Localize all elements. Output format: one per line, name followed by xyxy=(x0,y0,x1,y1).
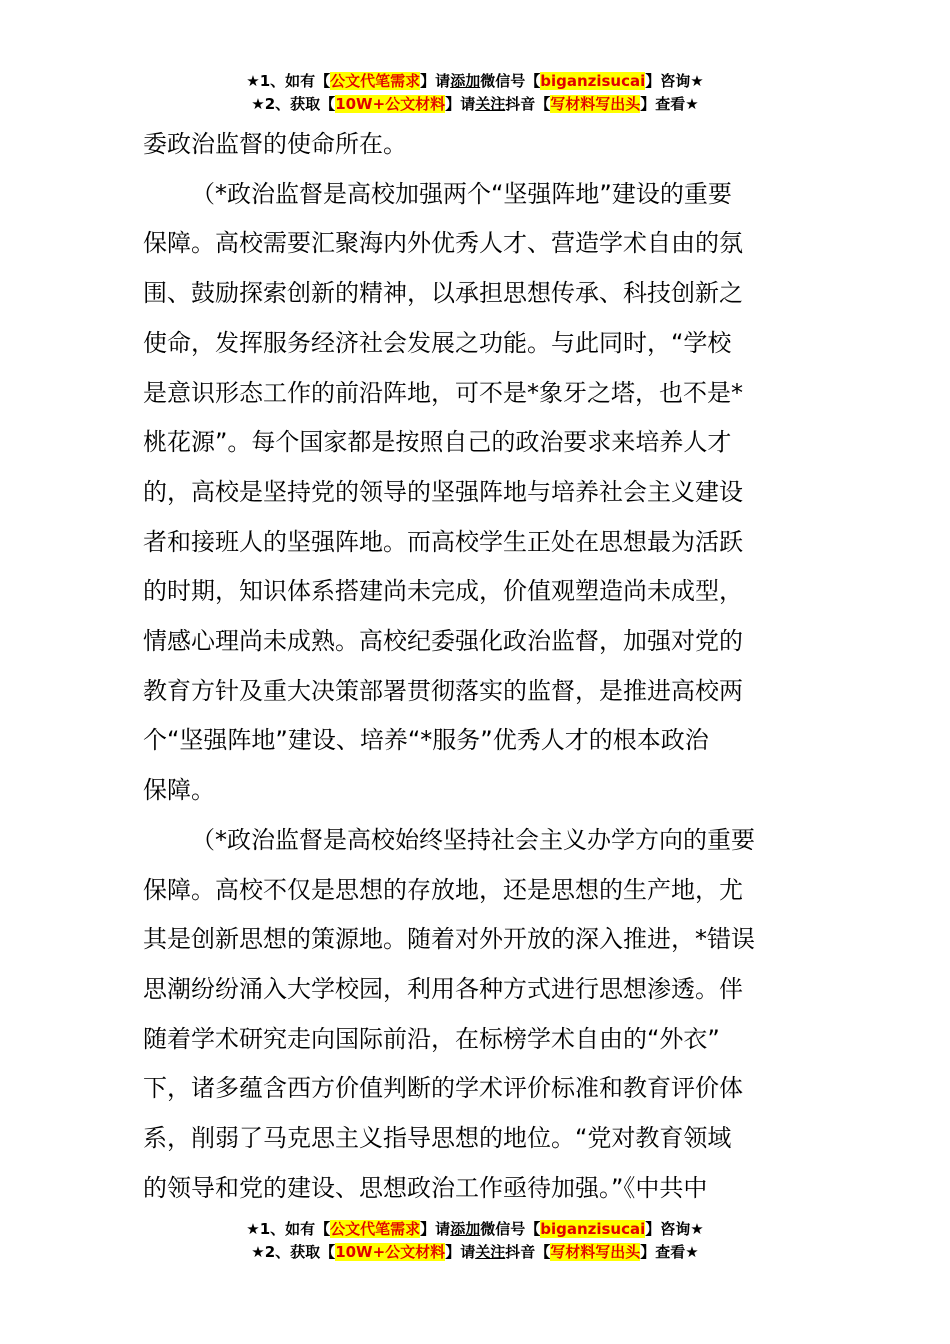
document-body xyxy=(143,120,811,1213)
header-banner-line-2: ★2、获取【10W+公文材料】请关注抖音【写材料写出头】查看★ xyxy=(251,95,699,113)
body-line: 教育方针及重大决策部署贯彻落实的监督，是推进高校两 xyxy=(143,676,743,705)
footer-banner-line-1: ★1、如有【公文代笔需求】请添加微信号【biganzisucai】咨询★ xyxy=(246,1220,704,1238)
body-line: 保障。高校不仅是思想的存放地，还是思想的生产地，尤 xyxy=(143,875,743,904)
highlight-wechat-id: biganzisucai xyxy=(540,72,646,90)
body-line: 其是创新思想的策源地。随着对外开放的深入推进，*错误 xyxy=(143,925,755,954)
body-line: 使命，发挥服务经济社会发展之功能。与此同时，“学校 xyxy=(143,328,732,357)
body-line: 委政治监督的使命所在。 xyxy=(143,130,407,158)
body-line: 是意识形态工作的前沿阵地，可不是*象牙之塔，也不是* xyxy=(143,378,743,407)
body-line: 桃花源”。每个国家都是按照自己的政治要求来培养人才 xyxy=(143,428,732,457)
footer-banner xyxy=(0,1218,950,1264)
body-line: 围、鼓励探索创新的精神，以承担思想传承、科技创新之 xyxy=(143,279,743,308)
body-line: 的时期，知识体系搭建尚未完成，价值观塑造尚未成型， xyxy=(143,577,743,606)
body-line: 思潮纷纷涌入大学校园，利用各种方式进行思想渗透。伴 xyxy=(143,974,743,1003)
body-line: 的领导和党的建设、思想政治工作亟待加强。”《中共中 xyxy=(143,1173,708,1202)
highlight-wechat-id: biganzisucai xyxy=(540,1220,646,1238)
body-line: 保障。高校需要汇聚海内外优秀人才、营造学术自由的氛 xyxy=(143,229,743,258)
footer-banner-line-2: ★2、获取【10W+公文材料】请关注抖音【写材料写出头】查看★ xyxy=(251,1243,699,1261)
body-line: 系，削弱了马克思主义指导思想的地位。“党对教育领域 xyxy=(143,1124,732,1153)
body-line: 下，诸多蕴含西方价值判断的学术评价标准和教育评价体 xyxy=(143,1074,743,1103)
highlight-materials: 10W+公文材料 xyxy=(335,95,446,113)
body-line: 情感心理尚未成熟。高校纪委强化政治监督，加强对党的 xyxy=(143,627,743,656)
header-banner-line-1: ★1、如有【公文代笔需求】请添加微信号【biganzisucai】咨询★ xyxy=(246,72,704,90)
highlight-douyin: 写材料写出头 xyxy=(550,1243,641,1261)
body-line: （*政治监督是高校加强两个“坚强阵地”建设的重要 xyxy=(191,179,732,208)
highlight-douyin: 写材料写出头 xyxy=(550,95,641,113)
body-line: （*政治监督是高校始终坚持社会主义办学方向的重要 xyxy=(191,825,755,854)
body-line: 的，高校是坚持党的领导的坚强阵地与培养社会主义建设 xyxy=(143,477,743,506)
body-line: 随着学术研究走向国际前沿，在标榜学术自由的“外衣” xyxy=(143,1024,720,1053)
body-line: 保障。 xyxy=(143,776,215,805)
highlight-materials: 10W+公文材料 xyxy=(335,1243,446,1261)
highlight-service: 公文代笔需求 xyxy=(330,1220,421,1238)
body-line: 者和接班人的坚强阵地。而高校学生正处在思想最为活跃 xyxy=(143,527,743,556)
header-banner xyxy=(0,70,950,116)
highlight-service: 公文代笔需求 xyxy=(330,72,421,90)
body-line: 个“坚强阵地”建设、培养“*服务”优秀人才的根本政治 xyxy=(143,726,709,755)
